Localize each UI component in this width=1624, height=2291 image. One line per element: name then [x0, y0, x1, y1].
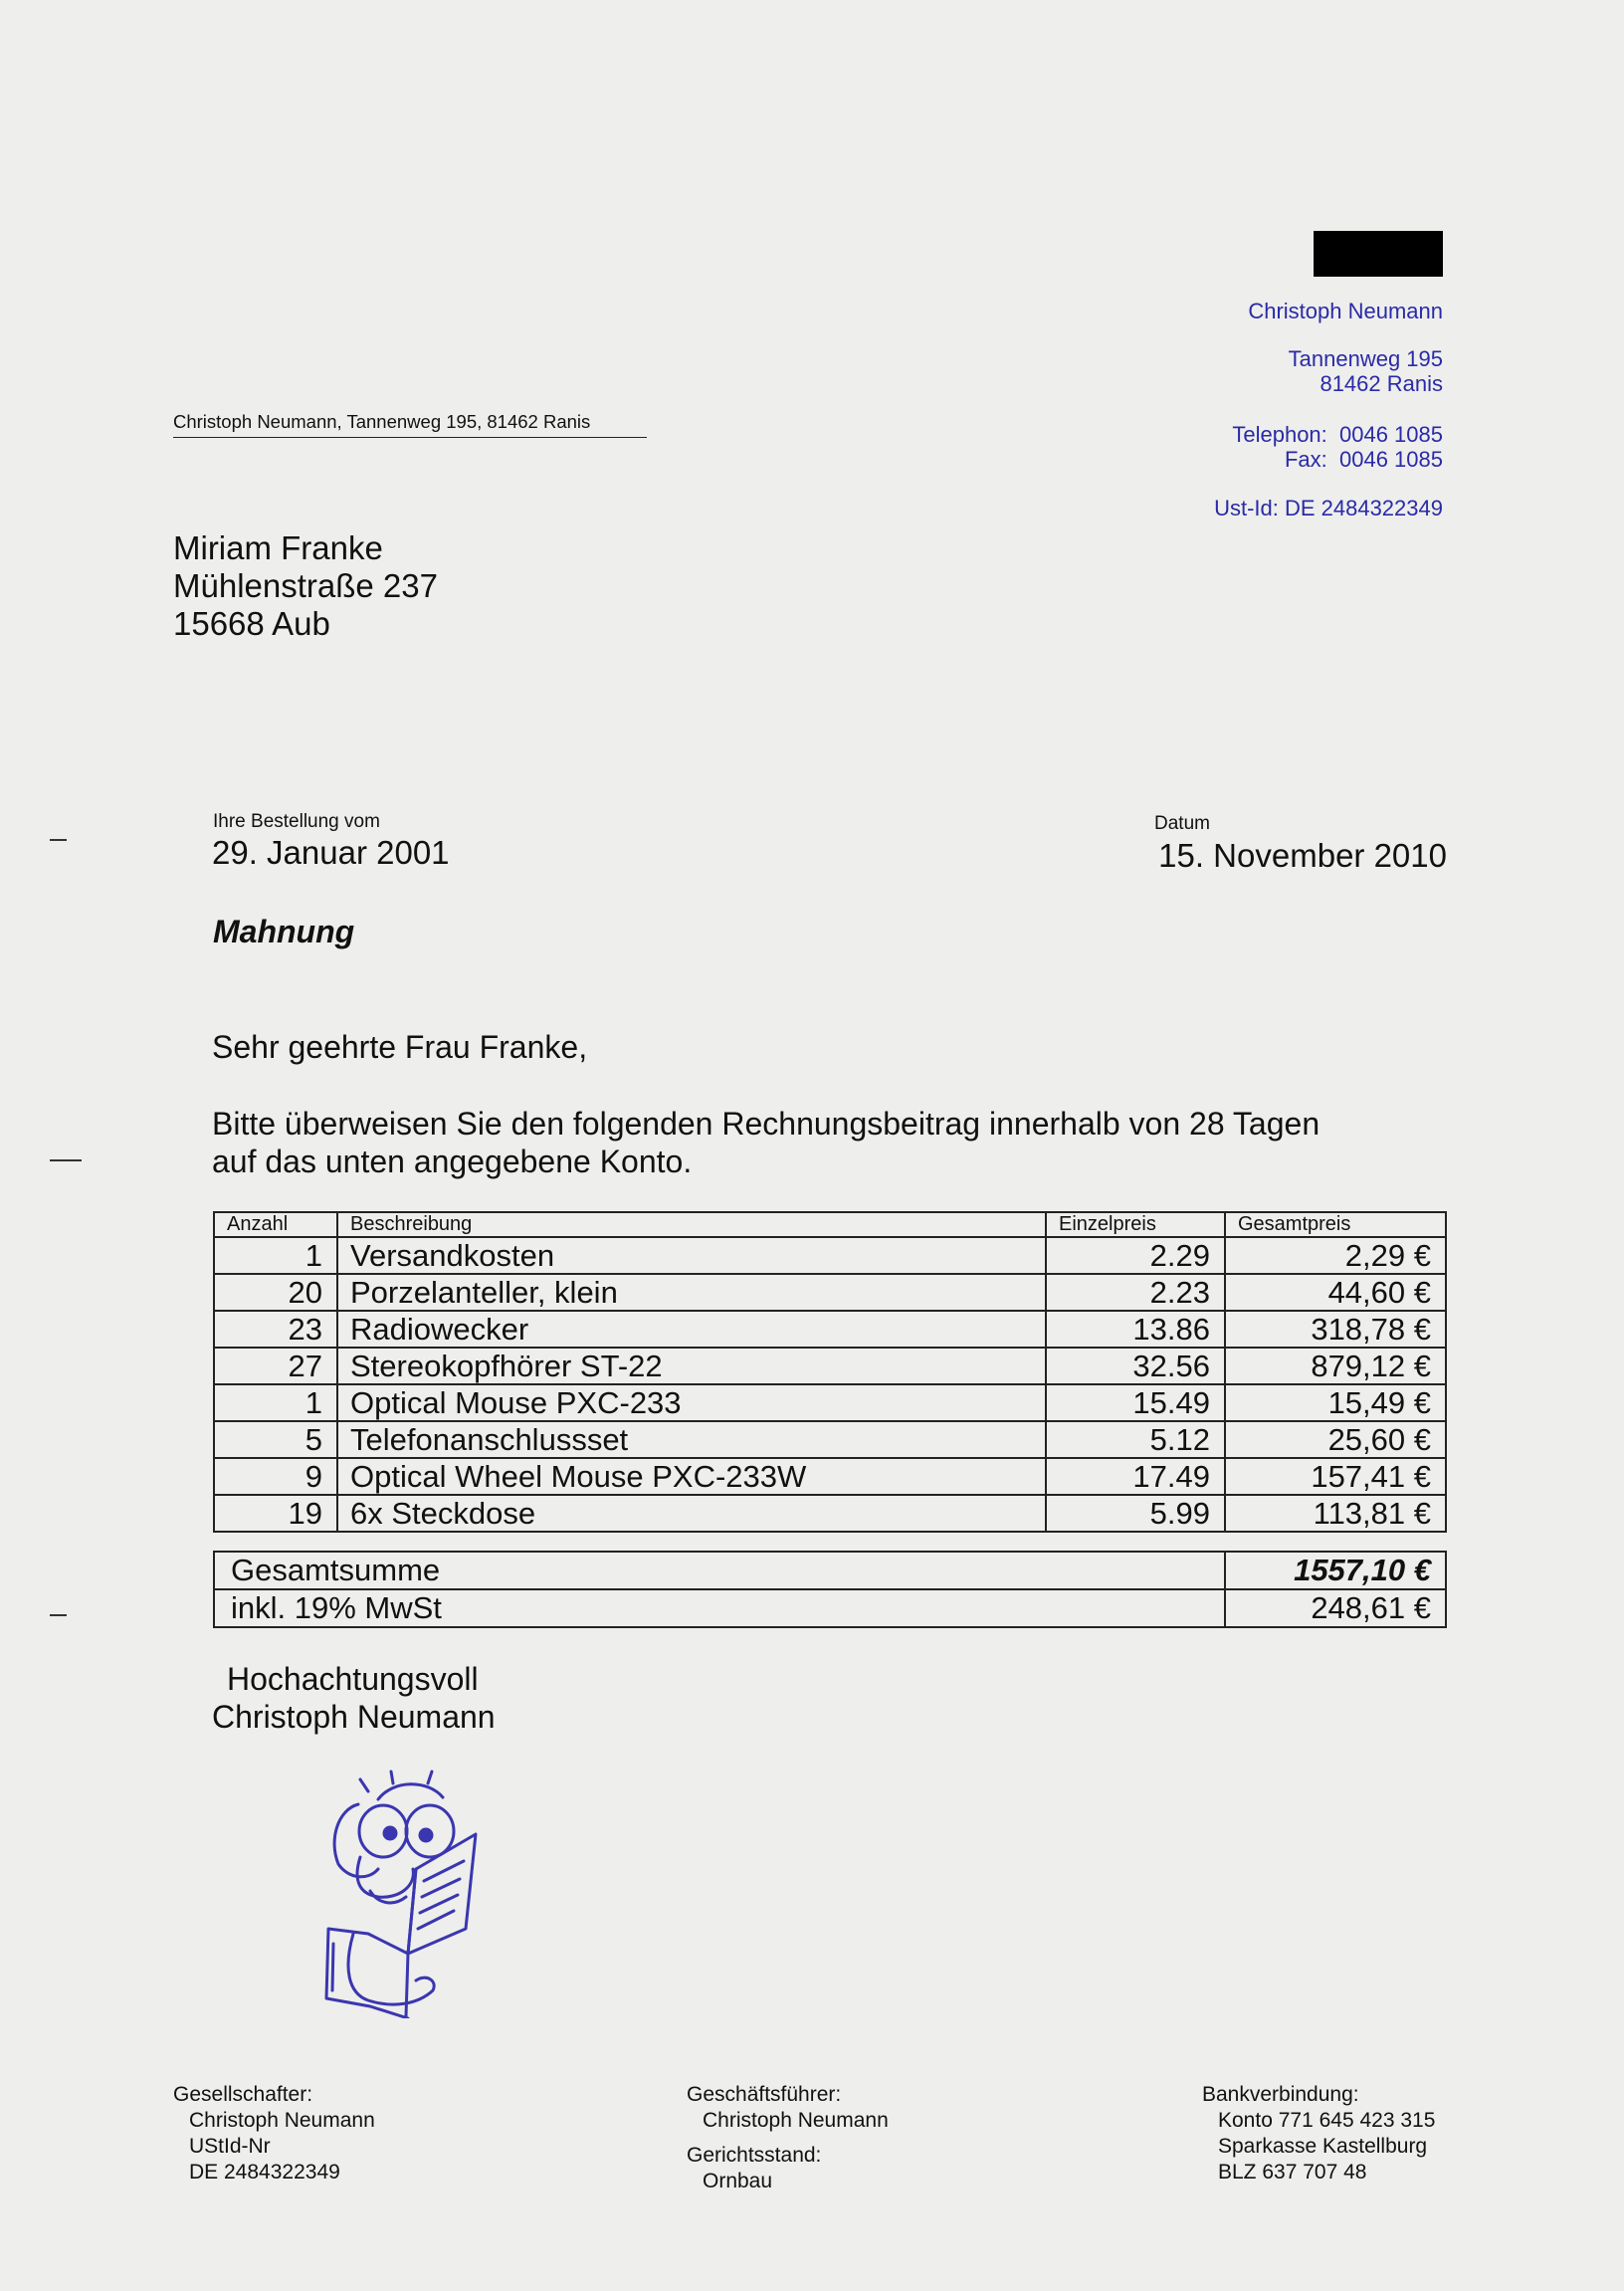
bookworm-stamp-icon — [299, 1770, 498, 2018]
footer-bank-label: Bankverbindung: — [1202, 2083, 1359, 2106]
vat-row — [214, 1589, 1446, 1627]
letter-date: 15. November 2010 — [1158, 837, 1447, 874]
row-total-price: 879,12 € — [1225, 1348, 1446, 1384]
row-total-price: 318,78 € — [1225, 1311, 1446, 1348]
row-description: 6x Steckdose — [337, 1495, 1046, 1532]
row-qty: 27 — [214, 1348, 337, 1384]
row-total-price: 157,41 € — [1225, 1458, 1446, 1495]
redacted-logo — [1314, 231, 1443, 277]
row-description: Radiowecker — [337, 1311, 1046, 1348]
salutation: Sehr geehrte Frau Franke, — [212, 1029, 588, 1065]
footer-court: Ornbau — [703, 2170, 773, 2192]
row-description: Optical Mouse PXC-233 — [337, 1384, 1046, 1421]
invoice-table-header — [214, 1212, 1446, 1237]
row-unit-price: 5.99 — [1046, 1495, 1225, 1532]
order-date-label: Ihre Bestellung vom — [213, 811, 380, 832]
total-label: Gesamtsumme — [214, 1552, 1225, 1589]
sender-street: Tannenweg 195 — [1288, 346, 1443, 371]
footer-partners-name: Christoph Neumann — [189, 2109, 375, 2132]
footer-bank — [1202, 2082, 1435, 2186]
table-row — [214, 1348, 1446, 1384]
row-qty: 19 — [214, 1495, 337, 1532]
row-qty: 1 — [214, 1384, 337, 1421]
body-text — [212, 1105, 1320, 1180]
total-value: 1557,10 € — [1225, 1552, 1446, 1589]
recipient-street: Mühlenstraße 237 — [173, 567, 438, 604]
footer-vat-id: DE 2484322349 — [189, 2161, 340, 2184]
letter-subject: Mahnung — [213, 914, 355, 949]
fold-mark-middle — [50, 1159, 82, 1161]
letter-date-label: Datum — [1154, 813, 1210, 834]
row-unit-price: 2.23 — [1046, 1274, 1225, 1311]
row-description: Versandkosten — [337, 1237, 1046, 1274]
row-description: Porzelanteller, klein — [337, 1274, 1046, 1311]
invoice-table — [213, 1211, 1447, 1533]
table-row — [214, 1274, 1446, 1311]
vat-label: inkl. 19% MwSt — [214, 1589, 1225, 1627]
sender-vat-id: Ust-Id: DE 2484322349 — [1214, 496, 1443, 521]
table-row — [214, 1421, 1446, 1458]
row-unit-price: 5.12 — [1046, 1421, 1225, 1458]
footer-bank-name: Sparkasse Kastellburg — [1218, 2135, 1428, 2158]
fold-mark-top — [50, 839, 67, 841]
col-header-description: Beschreibung — [337, 1212, 1046, 1237]
row-total-price: 25,60 € — [1225, 1421, 1446, 1458]
recipient-address — [173, 529, 438, 643]
body-line-2: auf das unten angegebene Konto. — [212, 1144, 693, 1179]
row-total-price: 44,60 € — [1225, 1274, 1446, 1311]
recipient-city: 15668 Aub — [173, 605, 330, 642]
row-unit-price: 15.49 — [1046, 1384, 1225, 1421]
vat-value: 248,61 € — [1225, 1589, 1446, 1627]
row-qty: 23 — [214, 1311, 337, 1348]
footer-manager-label: Geschäftsführer: — [687, 2083, 842, 2106]
fold-mark-bottom — [50, 1614, 67, 1616]
row-qty: 9 — [214, 1458, 337, 1495]
footer-partners-label: Gesellschafter: — [173, 2083, 313, 2106]
totals-table — [213, 1551, 1447, 1628]
row-qty: 1 — [214, 1237, 337, 1274]
footer-manager-name: Christoph Neumann — [703, 2109, 889, 2132]
row-unit-price: 17.49 — [1046, 1458, 1225, 1495]
footer-court-label: Gerichtsstand: — [687, 2144, 822, 2167]
col-header-total-price: Gesamtpreis — [1225, 1212, 1446, 1237]
row-qty: 20 — [214, 1274, 337, 1311]
sender-fax: Fax: 0046 1085 — [1284, 447, 1443, 472]
footer-bank-account: Konto 771 645 423 315 — [1218, 2109, 1436, 2132]
col-header-qty: Anzahl — [214, 1212, 337, 1237]
row-unit-price: 32.56 — [1046, 1348, 1225, 1384]
footer-partners — [173, 2082, 375, 2186]
table-row — [214, 1384, 1446, 1421]
sender-name: Christoph Neumann — [1248, 299, 1443, 323]
return-address-line: Christoph Neumann, Tannenweg 195, 81462 Ranis — [173, 411, 647, 438]
closing-phrase: Hochachtungsvoll — [227, 1661, 479, 1697]
table-row — [214, 1458, 1446, 1495]
footer-bank-blz: BLZ 637 707 48 — [1218, 2161, 1367, 2184]
table-row — [214, 1495, 1446, 1532]
closing-name: Christoph Neumann — [212, 1699, 496, 1735]
row-total-price: 2,29 € — [1225, 1237, 1446, 1274]
recipient-name: Miriam Franke — [173, 529, 383, 566]
table-row — [214, 1237, 1446, 1274]
row-unit-price: 13.86 — [1046, 1311, 1225, 1348]
total-row — [214, 1552, 1446, 1589]
body-line-1: Bitte überweisen Sie den folgenden Rechnungsbeitrag innerhalb von 28 Tagen — [212, 1106, 1320, 1142]
row-unit-price: 2.29 — [1046, 1237, 1225, 1274]
table-row — [214, 1311, 1446, 1348]
row-total-price: 15,49 € — [1225, 1384, 1446, 1421]
row-description: Telefonanschlussset — [337, 1421, 1046, 1458]
footer-management — [687, 2082, 889, 2194]
sender-phone: Telephon: 0046 1085 — [1232, 422, 1443, 447]
sender-city: 81462 Ranis — [1320, 371, 1443, 396]
row-total-price: 113,81 € — [1225, 1495, 1446, 1532]
footer-vat-label: UStId-Nr — [189, 2135, 271, 2158]
col-header-unit-price: Einzelpreis — [1046, 1212, 1225, 1237]
row-description: Stereokopfhörer ST-22 — [337, 1348, 1046, 1384]
row-qty: 5 — [214, 1421, 337, 1458]
row-description: Optical Wheel Mouse PXC-233W — [337, 1458, 1046, 1495]
order-date: 29. Januar 2001 — [212, 834, 450, 871]
